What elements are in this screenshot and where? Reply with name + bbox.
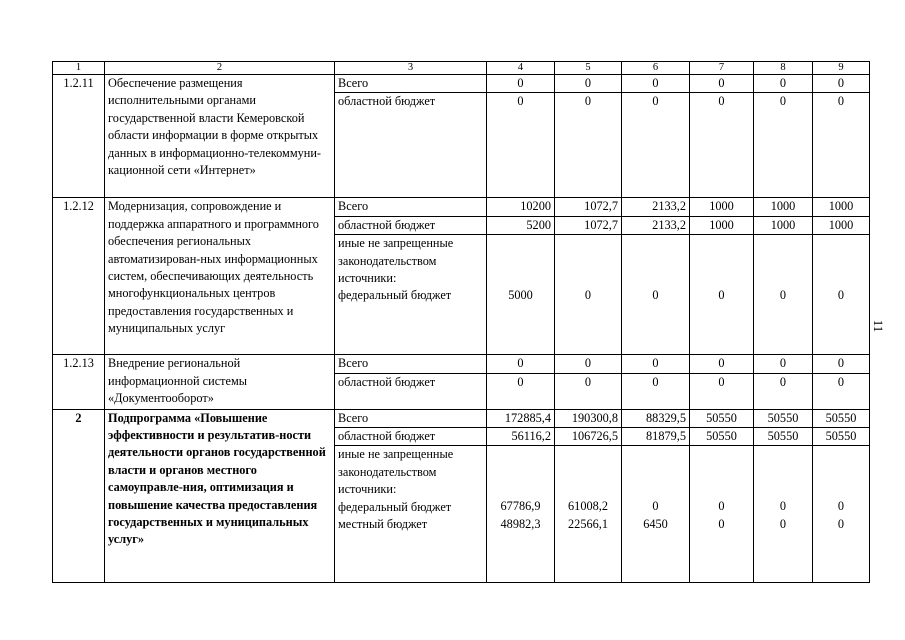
value-federal: 0 — [779, 499, 787, 514]
value-federal: 0 — [718, 499, 725, 514]
value-cell: 0 — [622, 235, 690, 355]
value-cell: 0 — [487, 75, 555, 93]
value-cell: 0 — [813, 355, 870, 373]
source-label: иные не запрещенные законодательством источники: — [338, 236, 454, 286]
value-cell: 0 — [754, 235, 813, 355]
value-cell: 0 — [622, 355, 690, 373]
value-cell: 1000 — [813, 198, 870, 216]
value-cell: 0 — [754, 75, 813, 93]
budget-table — [52, 61, 870, 583]
value-cell: 0 — [813, 75, 870, 93]
source-label: областной бюджет — [335, 93, 487, 198]
source-label: Всего — [335, 355, 487, 373]
row-name: Обеспечение размещения исполнительными органами государственной власти Кемеровской области информации в форме открытых данных в информационно-телекоммуни-кационной сети «Интернет» — [105, 75, 335, 198]
value-cell: 1000 — [690, 216, 754, 234]
value-cell: 1000 — [690, 198, 754, 216]
column-number: 4 — [487, 62, 555, 75]
source-label: местный бюджет — [338, 517, 428, 532]
source-label: областной бюджет — [335, 216, 487, 234]
column-number: 9 — [813, 62, 870, 75]
value-cell: 88329,5 — [622, 409, 690, 427]
row-name: Внедрение региональной информационной системы «Документооборот» — [105, 355, 335, 409]
value-cell: 0 — [555, 235, 622, 355]
column-number: 6 — [622, 62, 690, 75]
value-cell: 50550 — [690, 409, 754, 427]
value-cell: 190300,8 — [555, 409, 622, 427]
source-label: Всего — [335, 75, 487, 93]
value-cell: 5000 — [487, 235, 555, 355]
table-row — [53, 355, 870, 373]
table-row — [53, 198, 870, 216]
value-cell: 0 — [690, 355, 754, 373]
value-federal: 0 — [837, 499, 845, 514]
value-local: 6450 — [643, 516, 668, 531]
column-number: 5 — [555, 62, 622, 75]
value-cell: 0 — [690, 93, 754, 198]
value-cell: 0 — [487, 355, 555, 373]
row-name: Подпрограмма «Повышение эффективности и результатив-ности деятельности органов государственной власти и органов местного самоуправле-ния, оптимизация и повышение качества предоставления государственных и муниципальных услуг» — [105, 409, 335, 583]
value-cell: 81879,5 — [622, 428, 690, 446]
value-cell: 0 — [555, 75, 622, 93]
column-number: 7 — [690, 62, 754, 75]
value-cell: 0 — [813, 373, 870, 409]
source-cell — [335, 446, 487, 583]
value-cell: 5200 — [487, 216, 555, 234]
value-local: 0 — [718, 516, 725, 531]
row-code: 1.2.13 — [53, 355, 105, 409]
table-row — [53, 409, 870, 427]
value-cell: 0 — [622, 93, 690, 198]
value-cell: 1000 — [754, 198, 813, 216]
value-cell: 172885,4 — [487, 409, 555, 427]
value-cell: 0 — [555, 373, 622, 409]
value-cell: 0 — [487, 373, 555, 409]
value-cell: 0 — [813, 93, 870, 198]
column-number: 1 — [53, 62, 105, 75]
value-cell: 10200 — [487, 198, 555, 216]
value-cell: 0 — [813, 235, 870, 355]
value-cell: 1000 — [754, 216, 813, 234]
value-cell: 1072,7 — [555, 216, 622, 234]
row-name: Модернизация, сопровождение и поддержка аппаратного и программного обеспечения региональных автоматизирован-ных информационных систем, обеспечивающих деятельность многофункциональных центров предоставления государственных и муниципальных услуг — [105, 198, 335, 355]
value-cell: 0 — [622, 75, 690, 93]
value-local: 0 — [779, 516, 787, 531]
value-federal: 67786,9 — [500, 499, 541, 514]
source-label: областной бюджет — [335, 373, 487, 409]
value-cell — [690, 446, 754, 583]
value-cell: 0 — [555, 355, 622, 373]
value-cell: 0 — [622, 373, 690, 409]
value-cell — [487, 446, 555, 583]
value-cell: 56116,2 — [487, 428, 555, 446]
value-cell: 0 — [754, 373, 813, 409]
value-cell: 0 — [555, 93, 622, 198]
source-label: Всего — [335, 198, 487, 216]
value-cell — [813, 446, 870, 583]
value-cell: 50550 — [813, 428, 870, 446]
row-code: 2 — [53, 409, 105, 583]
source-label: федеральный бюджет — [338, 499, 452, 514]
source-label: федеральный бюджет — [338, 288, 452, 303]
value-cell: 0 — [690, 75, 754, 93]
source-label: Всего — [335, 409, 487, 427]
source-label: областной бюджет — [335, 428, 487, 446]
value-cell: 0 — [754, 355, 813, 373]
value-local: 48982,3 — [500, 516, 541, 531]
row-code: 1.2.11 — [53, 75, 105, 198]
row-code: 1.2.12 — [53, 198, 105, 355]
value-cell: 0 — [690, 235, 754, 355]
value-cell — [555, 446, 622, 583]
value-cell: 1072,7 — [555, 198, 622, 216]
value-cell: 0 — [487, 93, 555, 198]
value-cell: 50550 — [754, 428, 813, 446]
value-federal: 0 — [652, 499, 659, 514]
value-cell: 2133,2 — [622, 198, 690, 216]
source-cell — [335, 235, 487, 355]
value-cell: 2133,2 — [622, 216, 690, 234]
page-number: 11 — [871, 319, 886, 333]
value-local: 0 — [837, 516, 845, 531]
value-cell: 106726,5 — [555, 428, 622, 446]
column-number: 3 — [335, 62, 487, 75]
value-cell — [622, 446, 690, 583]
source-label: иные не запрещенные законодательством источники: — [338, 447, 454, 497]
value-cell: 50550 — [754, 409, 813, 427]
value-cell: 0 — [754, 93, 813, 198]
column-number: 2 — [105, 62, 335, 75]
value-cell: 50550 — [690, 428, 754, 446]
value-federal: 61008,2 — [568, 499, 608, 514]
value-cell: 50550 — [813, 409, 870, 427]
column-number-row — [53, 62, 870, 75]
value-cell: 1000 — [813, 216, 870, 234]
value-cell: 0 — [690, 373, 754, 409]
value-local: 22566,1 — [568, 516, 608, 531]
value-cell — [754, 446, 813, 583]
column-number: 8 — [754, 62, 813, 75]
table-row — [53, 75, 870, 93]
